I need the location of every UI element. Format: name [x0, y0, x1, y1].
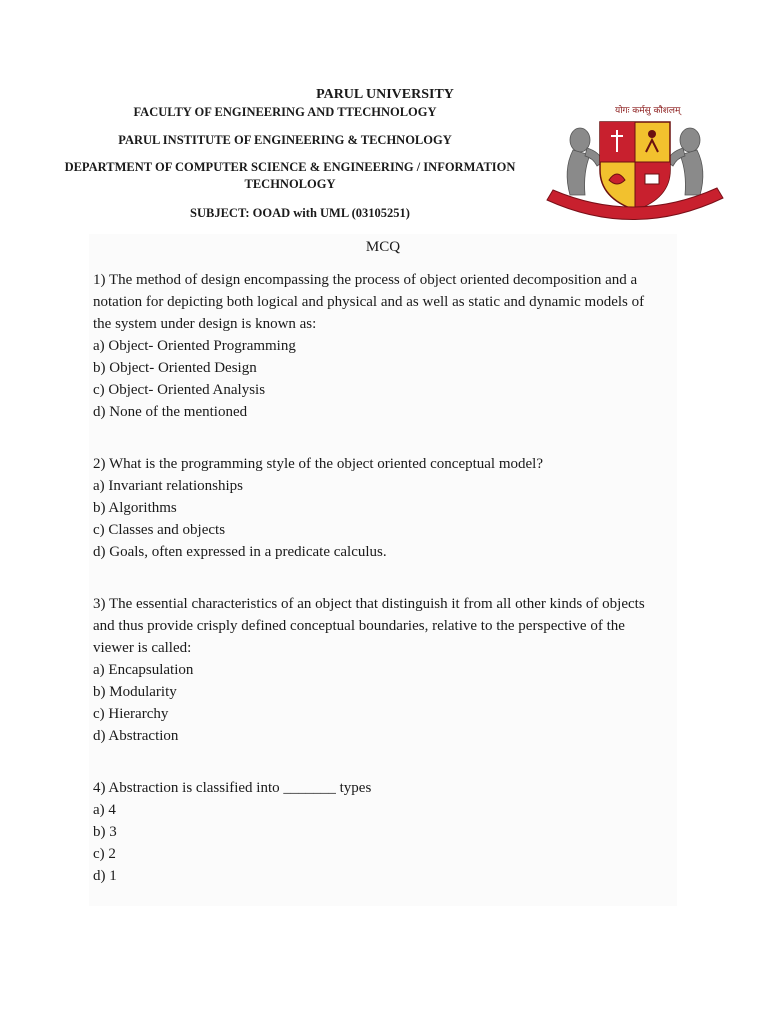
answer-option: d) Abstraction	[93, 728, 179, 744]
answer-option: c) 2	[93, 846, 116, 862]
question-3	[93, 593, 677, 747]
answer-option: a) Invariant relationships	[93, 478, 243, 494]
answer-option: c) Object- Oriented Analysis	[93, 382, 266, 398]
question-1	[93, 269, 677, 423]
mcq-title: MCQ	[365, 239, 401, 255]
institute-name: PARUL INSTITUTE OF ENGINEERING & TECHNOLOGY	[118, 133, 452, 147]
question-2	[93, 453, 677, 563]
subject-line: SUBJECT: OOAD with UML (03105251)	[190, 206, 410, 220]
document-header	[0, 0, 768, 230]
answer-option: d) 1	[93, 868, 117, 884]
faculty-name: FACULTY OF ENGINEERING AND TTECHNOLOGY	[133, 105, 437, 119]
question-text: viewer is called:	[93, 640, 192, 656]
answer-option: d) None of the mentioned	[93, 404, 248, 420]
department-name-line1: DEPARTMENT OF COMPUTER SCIENCE & ENGINEERING / INFORMATION	[64, 160, 516, 174]
logo-motto: योगः कर्मसु कौशलम्	[615, 106, 681, 116]
question-text: 4) Abstraction is classified into _______ types	[93, 780, 372, 796]
answer-option: b) Algorithms	[93, 500, 177, 516]
department-name-line2: TECHNOLOGY	[244, 177, 336, 191]
question-text: 2) What is the programming style of the object oriented conceptual model?	[93, 456, 543, 472]
answer-option: a) 4	[93, 802, 116, 818]
university-logo	[545, 100, 725, 225]
question-text: 1) The method of design encompassing the process of object oriented decomposition and a	[93, 272, 638, 288]
answer-option: c) Hierarchy	[93, 706, 169, 722]
answer-option: a) Encapsulation	[93, 662, 194, 678]
university-name: PARUL UNIVERSITY	[316, 87, 454, 102]
question-text: 3) The essential characteristics of an object that distinguish it from all other kinds of objects	[93, 596, 645, 612]
mcq-content	[89, 234, 677, 906]
answer-option: b) Object- Oriented Design	[93, 360, 257, 376]
answer-option: b) 3	[93, 824, 117, 840]
answer-option: c) Classes and objects	[93, 522, 226, 538]
question-text: notation for depicting both logical and physical and as well as static and dynamic models of	[93, 294, 645, 310]
question-text: the system under design is known as:	[93, 316, 317, 332]
answer-option: d) Goals, often expressed in a predicate calculus.	[93, 544, 387, 560]
question-text: and thus provide crisply defined conceptual boundaries, relative to the perspective of the	[93, 618, 625, 634]
question-4	[93, 777, 677, 887]
answer-option: a) Object- Oriented Programming	[93, 338, 296, 354]
answer-option: b) Modularity	[93, 684, 177, 700]
